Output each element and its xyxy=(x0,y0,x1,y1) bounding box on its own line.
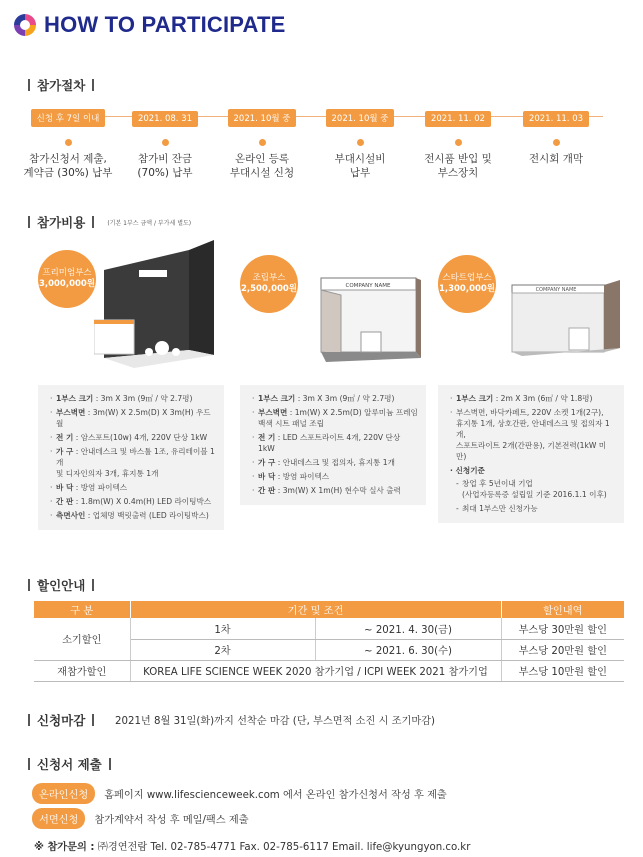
table-cell: 부스당 30만원 할인 xyxy=(501,618,624,639)
deadline-heading: 신청마감 xyxy=(28,711,101,729)
spec-item: · 측면사인 : 업체명 백릿출력 (LED 라이팅박스) xyxy=(50,510,216,521)
timeline-dot xyxy=(455,139,462,146)
premium-booth-illustration xyxy=(94,240,224,380)
timeline-dot xyxy=(553,139,560,146)
timeline-step-text: 전시회 개막 xyxy=(528,153,584,165)
table-cell: 부스당 20만원 할인 xyxy=(501,639,624,660)
standard-booth-illustration xyxy=(296,240,426,380)
table-cell: KOREA LIFE SCIENCE WEEK 2020 참가기업 / ICPI WEEK 2021 참가기업 xyxy=(130,660,501,681)
table-header-cell: 기간 및 조건 xyxy=(130,601,501,618)
booth-price-badge: 조립부스 2,500,000원 xyxy=(240,255,298,313)
booth-standard-specs xyxy=(240,385,426,505)
timeline-step-text: 참가신청서 제출, 계약금 (30%) 납부 xyxy=(23,153,113,180)
timeline-dot xyxy=(357,139,364,146)
table-cell: 소기할인 xyxy=(34,618,130,660)
paper-apply-text: 참가계약서 작성 후 메일/팩스 제출 xyxy=(94,815,249,826)
page-title: HOW TO PARTICIPATE xyxy=(44,12,286,37)
submit-heading: 신청서 제출 xyxy=(28,755,118,773)
procedure-heading: 참가절차 xyxy=(28,76,101,94)
table-cell: 부스당 10만원 할인 xyxy=(501,660,624,681)
spec-item: · 부스벽면, 바닥카페트, 220V 소켓 1개(2구), 휴지통 1개, 상호간판, 안내데스크 및 접의자 1개, 스포트라이트 2개(간판용), 기본전력(1kW 미만) xyxy=(450,407,616,462)
table-cell: ~ 2021. 4. 30(금) xyxy=(315,618,501,639)
inquiry-line: ※ 참가문의 : ㈜경연전람 Tel. 02-785-4771 Fax. 02-785-6117 Email. life@kyungyon.co.kr xyxy=(34,842,471,853)
table-header-cell: 구 분 xyxy=(34,601,130,618)
page-header xyxy=(14,12,286,38)
company-name-sign: COMPANY NAME xyxy=(345,283,391,289)
booth-startup-specs: · 1부스 크기 : 2m X 3m (6㎡ / 약 1.8평) · 부스벽면, 바닥카페트, 220V 소켓 1개(2구), 휴지통 1개, 상호간판, 안내데스크 및 접의자 1개, 스포트라이트 2개(간판용), 기본전력(1kW 미만) · 신청기준 - 창업 후 5년이내 기업 (사업자등록증 설립일 기준 2016.1.1 이후) - 최대 1부스만 신청가능 xyxy=(438,385,624,523)
spec-item: · 전 기 : 암스포트(10w) 4개, 220V 단상 1kW xyxy=(50,432,216,443)
timeline-dot xyxy=(259,139,266,146)
spec-item: · 바 닥 : 방염 파이텍스 xyxy=(252,471,418,482)
spec-item: · 가 구 : 안내데스크 및 접의자, 휴지통 1개 xyxy=(252,457,418,468)
timeline-date-badge: 2021. 08. 31 xyxy=(132,111,198,127)
timeline-step-text: 전시품 반입 및 부스장치 xyxy=(424,153,492,180)
booth-premium-specs xyxy=(38,385,224,530)
fee-heading: 참가비용 (기본 1부스 금액 / 부가세 별도) xyxy=(28,213,191,231)
company-name-sign: COMPANY NAME xyxy=(535,287,577,293)
startup-booth-illustration xyxy=(494,240,624,380)
timeline-date-badge: 신청 후 7일 이내 xyxy=(31,109,106,127)
spec-item: · 부스벽면 : 3m(W) X 2.5m(D) X 3m(H) 우드월 xyxy=(50,407,216,429)
booth-price-badge: 스타트업부스 1,300,000원 xyxy=(438,255,496,313)
table-cell: 재참가할인 xyxy=(34,660,130,681)
timeline-step xyxy=(18,106,118,180)
logo-ring-icon xyxy=(14,14,36,36)
timeline-date-badge: 2021. 11. 02 xyxy=(425,111,491,127)
booth-startup-image xyxy=(438,240,624,385)
booth-standard xyxy=(240,240,426,505)
qualification-item: - 창업 후 5년이내 기업 (사업자등록증 설립일 기준 2016.1.1 이후) xyxy=(456,478,616,500)
online-apply-badge: 온라인신청 xyxy=(32,783,95,804)
timeline-step xyxy=(310,106,410,180)
timeline-step-text: 참가비 잔금 (70%) 납부 xyxy=(137,153,193,180)
spec-item: · 간 판 : 3m(W) X 1m(H) 현수막 실사 출력 xyxy=(252,485,418,496)
timeline-dot xyxy=(65,139,72,146)
timeline-step-text: 부대시설비 납부 xyxy=(334,153,386,180)
discount-heading: 할인안내 xyxy=(28,576,101,594)
timeline-date-badge: 2021. 10월 중 xyxy=(228,109,297,127)
spec-item: · 1부스 크기 : 2m X 3m (6㎡ / 약 1.8평) xyxy=(450,393,616,404)
table-cell: ~ 2021. 6. 30(수) xyxy=(315,639,501,660)
timeline-dot xyxy=(162,139,169,146)
booth-startup xyxy=(438,240,624,523)
spec-item: · 간 판 : 1.8m(W) X 0.4m(H) LED 라이팅박스 xyxy=(50,496,216,507)
booth-premium xyxy=(38,240,224,530)
spec-item: · 가 구 : 안내데스크 및 바스툴 1조, 유리테이블 1개 및 디자인의자 3개, 휴지통 1개 xyxy=(50,446,216,479)
spec-item: · 부스벽면 : 1m(W) X 2.5m(D) 알루미늄 프레임 백색 시트 패널 조립 xyxy=(252,407,418,429)
paper-apply-badge: 서면신청 xyxy=(32,808,85,829)
paper-apply-row xyxy=(32,808,249,829)
table-row xyxy=(34,660,624,681)
online-apply-row xyxy=(32,783,447,804)
qualification-item: - 최대 1부스만 신청가능 xyxy=(456,503,616,514)
table-row xyxy=(34,618,624,639)
online-apply-text: 홈페이지 www.lifescienceweek.com 에서 온라인 참가신청서 작성 후 제출 xyxy=(104,790,447,801)
timeline-step xyxy=(506,106,606,166)
discount-table xyxy=(34,601,624,682)
spec-item: · 1부스 크기 : 3m X 3m (9㎡ / 약 2.7평) xyxy=(252,393,418,404)
booth-standard-image xyxy=(240,240,426,385)
timeline-step xyxy=(408,106,508,180)
table-header-row xyxy=(34,601,624,618)
table-cell: 1차 xyxy=(130,618,315,639)
timeline-date-badge: 2021. 10월 중 xyxy=(326,109,395,127)
table-header-cell: 할인내역 xyxy=(501,601,624,618)
timeline-date-badge: 2021. 11. 03 xyxy=(523,111,589,127)
spec-item: · 전 기 : LED 스포트라이트 4개, 220V 단상 1kW xyxy=(252,432,418,454)
booth-premium-image xyxy=(38,240,224,385)
table-cell: 2차 xyxy=(130,639,315,660)
deadline-text: 2021년 8월 31일(화)까지 선착순 마감 (단, 부스면적 소진 시 조기마감) xyxy=(115,716,435,727)
timeline-step xyxy=(212,106,312,180)
timeline-step xyxy=(115,106,215,180)
booth-price-badge: 프리미엄부스 3,000,000원 xyxy=(38,250,96,308)
spec-item: · 바 닥 : 방염 파이텍스 xyxy=(50,482,216,493)
spec-item: · 1부스 크기 : 3m X 3m (9㎡ / 약 2.7평) xyxy=(50,393,216,404)
timeline-step-text: 온라인 등록 부대시설 신청 xyxy=(229,153,295,180)
